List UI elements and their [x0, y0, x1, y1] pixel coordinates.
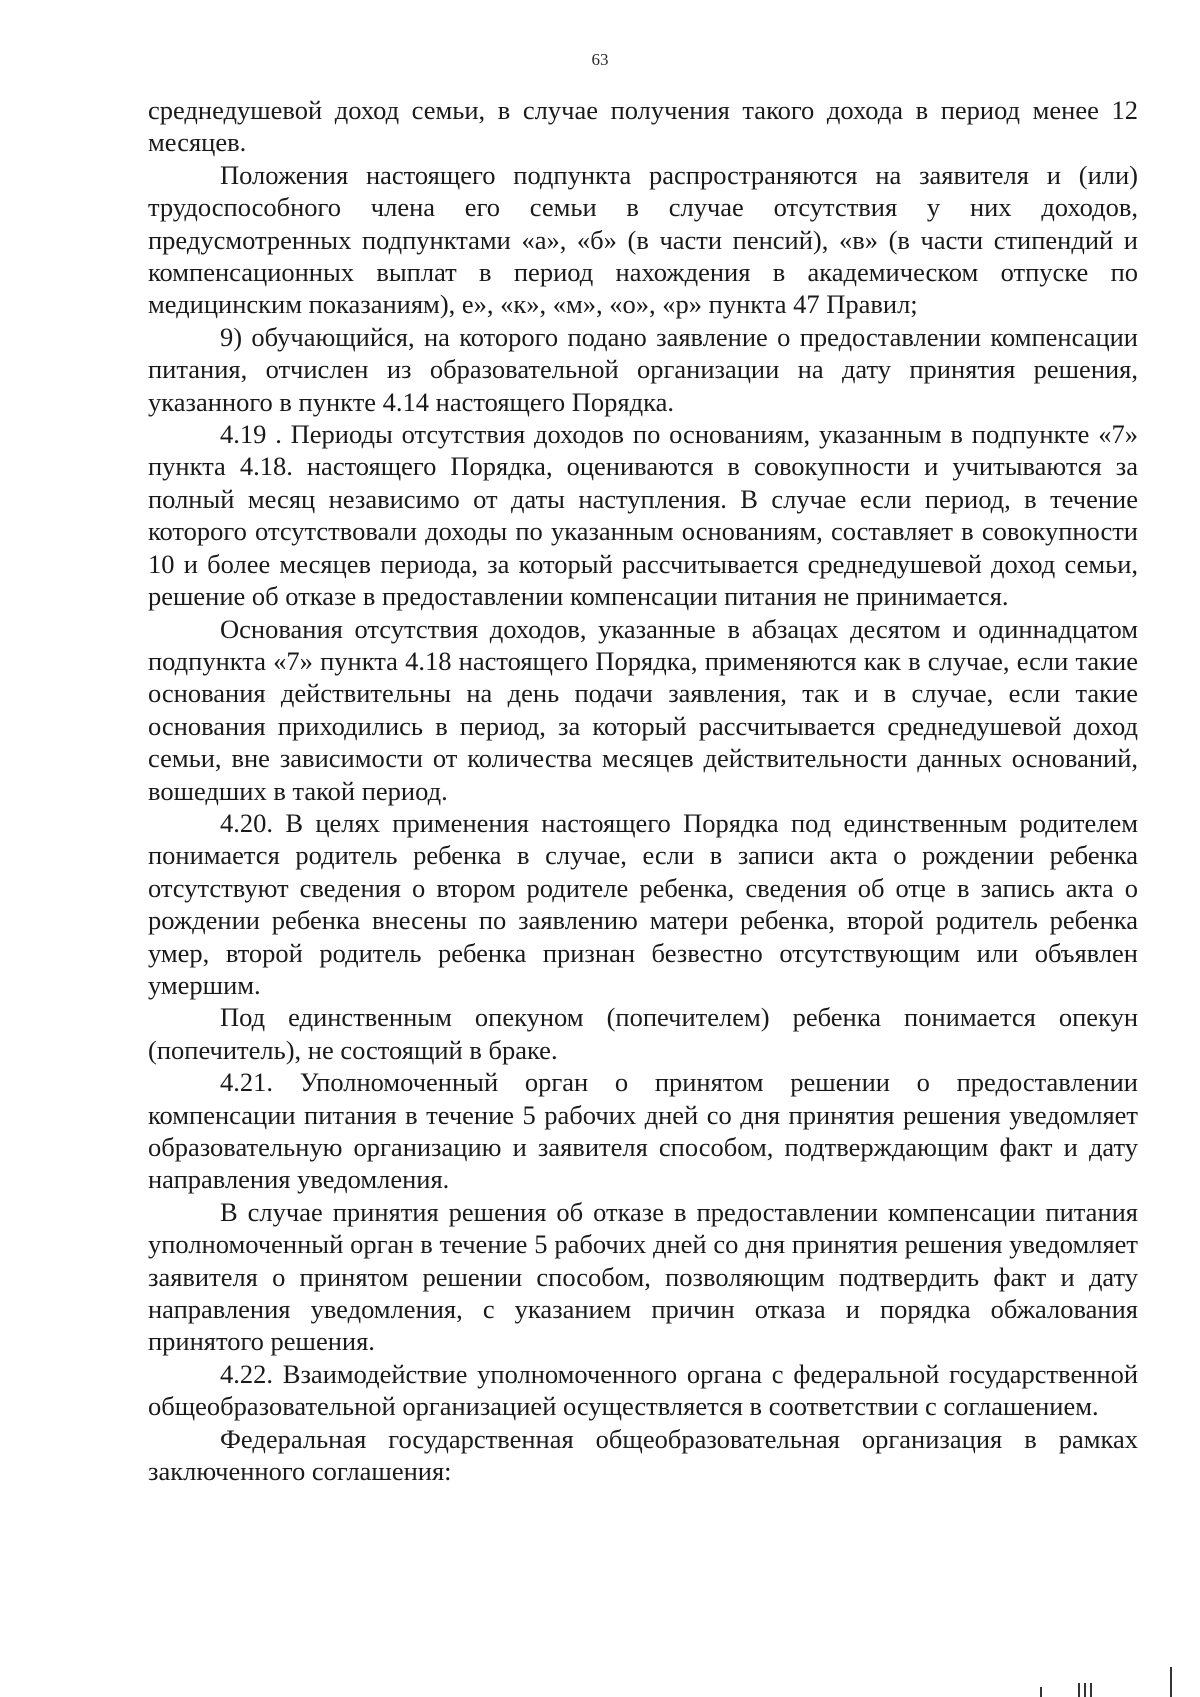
document-body: [148, 94, 1138, 1487]
scan-mark: [1090, 1683, 1092, 1697]
scan-mark: [1040, 1687, 1042, 1697]
paragraph-continuation: среднедушевой доход семьи, в случае получения такого дохода в период менее 12 месяцев.: [148, 95, 1138, 158]
paragraph-federal-org: Федеральная государственная общеобразовательная организация в рамках заключенного соглашения:: [148, 1423, 1138, 1487]
paragraph-guardian: Под единственным опекуном (попечителем) ребенка понимается опекун (попечитель), не состоящий в браке.: [148, 1002, 1138, 1065]
paragraph-4-20: 4.20. В целях применения настоящего Порядка под единственным родителем понимается родитель ребенка в случае, если в записи акта о рождении ребенка отсутствуют сведения о втором родителе ребенка, сведения об отце в запись акта о рождении ребенка внесены по заявлению матери ребенка, второй родитель ребенка умер, второй родитель ребенка признан безвестно отсутствующим или объявлен умершим.: [148, 807, 1138, 1000]
scan-mark: [1078, 1683, 1080, 1697]
paragraph-item-9: 9) обучающийся, на которого подано заявление о предоставлении компенсации питания, отчислен из образовательной организации на дату принятия решения, указанного в пункте 4.14 настоящего Порядка.: [148, 321, 1138, 417]
scan-mark: [1170, 1667, 1172, 1697]
paragraph-4-19: 4.19 . Периоды отсутствия доходов по основаниям, указанным в подпункте «7» пункта 4.18. настоящего Порядка, оцениваются в совокупности и учитываются за полный месяц независимо от даты наступления. В случае если период, в течение которого отсутствовали доходы по указанным основаниям, составляет в совокупности 10 и более месяцев периода, за который рассчитывается среднедушевой доход семьи, решение об отказе в предоставлении компенсации питания не принимается.: [148, 419, 1138, 612]
paragraph-4-22: 4.22. Взаимодействие уполномоченного органа с федеральной государственной общеобразовательной организацией осуществляется в соответствии с соглашением.: [148, 1358, 1138, 1422]
paragraph-refusal: В случае принятия решения об отказе в предоставлении компенсации питания уполномоченный орган в течение 5 рабочих дней со дня принятия решения уведомляет заявителя о принятом решении способом, позволяющим подтвердить факт и дату направления уведомления, с указанием причин отказа и порядка обжалования принятого решения.: [148, 1196, 1138, 1357]
paragraph-4-21: 4.21. Уполномоченный орган о принятом решении о предоставлении компенсации питания в течение 5 рабочих дней со дня принятия решения уведомляет образовательную организацию и заявителя способом, подтверждающим факт и дату направления уведомления.: [148, 1067, 1138, 1195]
page-number: 63: [591, 50, 609, 69]
paragraph-grounds: Основания отсутствия доходов, указанные в абзацах десятом и одиннадцатом подпункта «7» пункта 4.18 настоящего Порядка, применяются как в случае, если такие основания действительны на день подачи заявления, так и в случае, если такие основания приходились в период, за который рассчитывается среднедушевой доход семьи, вне зависимости от количества месяцев действительности данных оснований, вошедших в такой период.: [148, 613, 1138, 806]
scan-mark: [1084, 1683, 1086, 1697]
paragraph-provisions: Положения настоящего подпункта распространяются на заявителя и (или) трудоспособного члена его семьи в случае отсутствия у них доходов, предусмотренных подпунктами «а», «б» (в части пенсий), «в» (в части стипендий и компенсационных выплат в период нахождения в академическом отпуске по медицинским показаниям), е», «к», «м», «о», «р» пункта 47 Правил;: [148, 159, 1138, 320]
scan-edge-marks: [0, 1657, 1200, 1697]
